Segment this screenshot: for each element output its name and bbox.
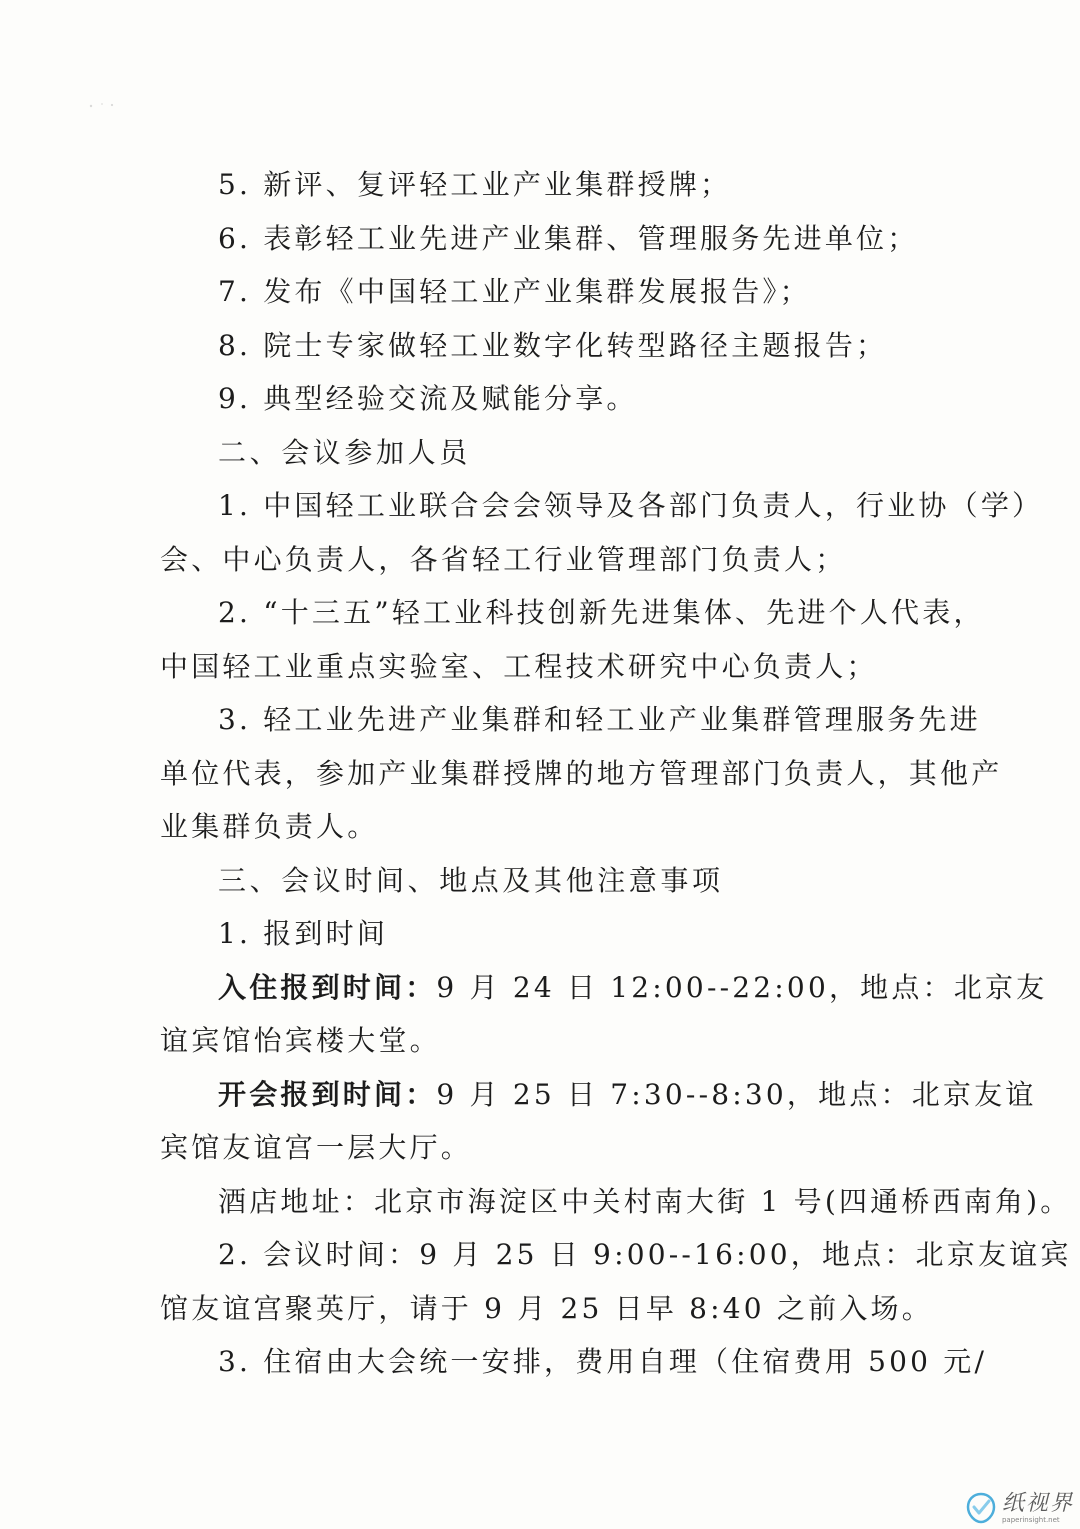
checkin-meeting-line-2: 宾馆友谊宫一层大厅。 bbox=[160, 1131, 473, 1164]
agenda-item-8: 8. 院士专家做轻工业数字化转型路径主题报告； bbox=[218, 328, 888, 362]
attendee-item-3-line-3: 业集群负责人。 bbox=[160, 810, 379, 843]
attendee-item-3-line-2: 单位代表，参加产业集群授牌的地方管理部门负责人，其他产 bbox=[160, 756, 1003, 790]
attendee-item-2-line-2: 中国轻工业重点实验室、工程技术研究中心负责人； bbox=[160, 649, 878, 683]
checkin-hotel-label: 入住报到时间： bbox=[218, 970, 437, 1004]
watermark-name: 纸视界 bbox=[1001, 1491, 1074, 1516]
paperinsight-logo-icon bbox=[964, 1491, 998, 1525]
checkin-meeting-label: 开会报到时间： bbox=[218, 1077, 437, 1111]
meeting-time-line-1: 2. 会议时间：9 月 25 日 9:00--16:00，地点：北京友谊宾 bbox=[218, 1238, 1072, 1271]
attendee-item-1-line-2: 会、中心负责人，各省轻工行业管理部门负责人； bbox=[160, 542, 847, 576]
checkin-subheading: 1. 报到时间 bbox=[218, 917, 389, 950]
watermark-domain: paperinsight.net bbox=[1001, 1516, 1060, 1524]
watermark bbox=[964, 1491, 1074, 1525]
accommodation-line-1: 3. 住宿由大会统一安排，费用自理（住宿费用 500 元/ bbox=[218, 1345, 988, 1378]
checkin-meeting-line-1 bbox=[160, 1068, 1037, 1122]
scan-speck bbox=[88, 100, 118, 110]
hotel-address: 酒店地址：北京市海淀区中关村南大街 1 号(四通桥西南角)。 bbox=[218, 1184, 1072, 1218]
agenda-item-9: 9. 典型经验交流及赋能分享。 bbox=[218, 382, 638, 415]
meeting-time-line-2: 馆友谊宫聚英厅，请于 9 月 25 日早 8:40 之前入场。 bbox=[160, 1291, 933, 1325]
checkin-hotel-detail: 9 月 24 日 12:00--22:00，地点：北京友 bbox=[436, 970, 1048, 1004]
section-heading-time-place: 三、会议时间、地点及其他注意事项 bbox=[218, 863, 724, 897]
watermark-text bbox=[1002, 1492, 1074, 1524]
checkin-hotel-line-2: 谊宾馆怡宾楼大堂。 bbox=[160, 1024, 441, 1057]
agenda-item-5: 5. 新评、复评轻工业产业集群授牌； bbox=[218, 168, 732, 201]
attendee-item-2-line-1: 2. “十三五”轻工业科技创新先进集体、先进个人代表， bbox=[218, 596, 985, 629]
attendee-item-3-line-1: 3. 轻工业先进产业集群和轻工业产业集群管理服务先进 bbox=[218, 703, 981, 736]
checkin-hotel-line-1 bbox=[160, 961, 1048, 1015]
document-body bbox=[160, 158, 1072, 1389]
agenda-item-6: 6. 表彰轻工业先进产业集群、管理服务先进单位； bbox=[218, 221, 919, 255]
agenda-item-7: 7. 发布《中国轻工业产业集群发展报告》； bbox=[218, 275, 811, 308]
attendee-item-1-line-1: 1. 中国轻工业联合会会领导及各部门负责人，行业协（学） bbox=[218, 489, 1044, 522]
checkin-meeting-detail: 9 月 25 日 7:30--8:30，地点：北京友谊 bbox=[436, 1077, 1037, 1111]
section-heading-attendees: 二、会议参加人员 bbox=[218, 435, 471, 469]
